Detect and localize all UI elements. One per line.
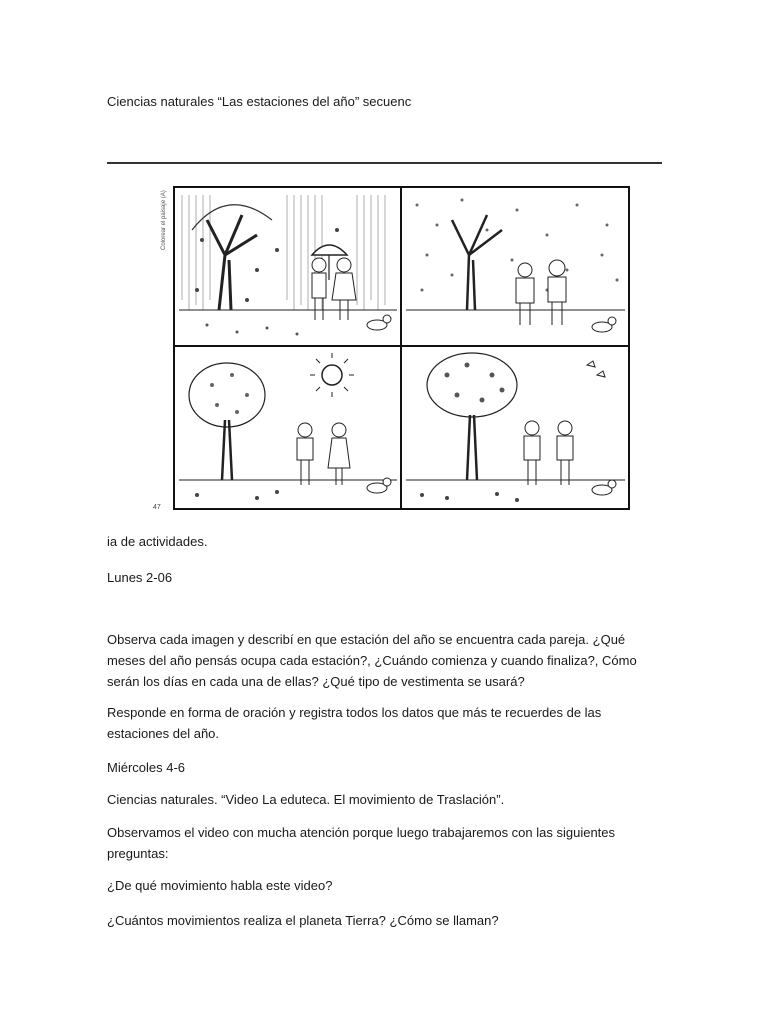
question-1: ¿De qué movimiento habla este video? [107,878,333,893]
seasons-illustration [107,160,662,530]
person-girl-spring [558,421,572,435]
lunes-instructions: Observa cada imagen y describí en que estación del año se encuentra cada pareja. ¿Qué meses del año pensás ocupa cada estación?, ¿Cuándo comienza y cuando finaliza?, Cómo serán los días en cada una de ellas? ¿Qué tipo de vestimenta se usará? [107,632,637,689]
question-2: ¿Cuántos movimientos realiza el planeta Tierra? ¿Cómo se llaman? [107,913,499,928]
miercoles-topic: Ciencias naturales. “Video La eduteca. El movimiento de Traslación”. [107,792,505,807]
lunes-respond: Responde en forma de oración y registra todos los datos que más te recuerdes de las estaciones del año. [107,705,602,741]
day-heading-lunes: Lunes 2-06 [107,570,173,585]
day-heading-miercoles: Miércoles 4-6 [107,760,186,775]
person-girl-autumn [337,258,351,272]
document-title: Ciencias naturales “Las estaciones del año” secuenc [107,94,412,109]
leafy-tree-crown [189,363,265,427]
person-boy-spring [525,421,539,435]
blossom-tree-crown [427,353,517,417]
sun-icon [322,365,342,385]
figure-side-note: Colorear el paisaje (A) [161,190,167,250]
person-girl-winter [549,260,565,276]
person-girl-summer [332,423,346,437]
person-boy-summer [298,423,312,437]
person-boy-autumn [312,258,326,272]
person-boy-winter [518,263,532,277]
title-continuation: ia de actividades. [107,534,208,549]
miercoles-intro: Observamos el video con mucha atención porque luego trabajaremos con las siguientes preguntas: [107,825,616,861]
figure-page-number: 47 [153,504,161,511]
